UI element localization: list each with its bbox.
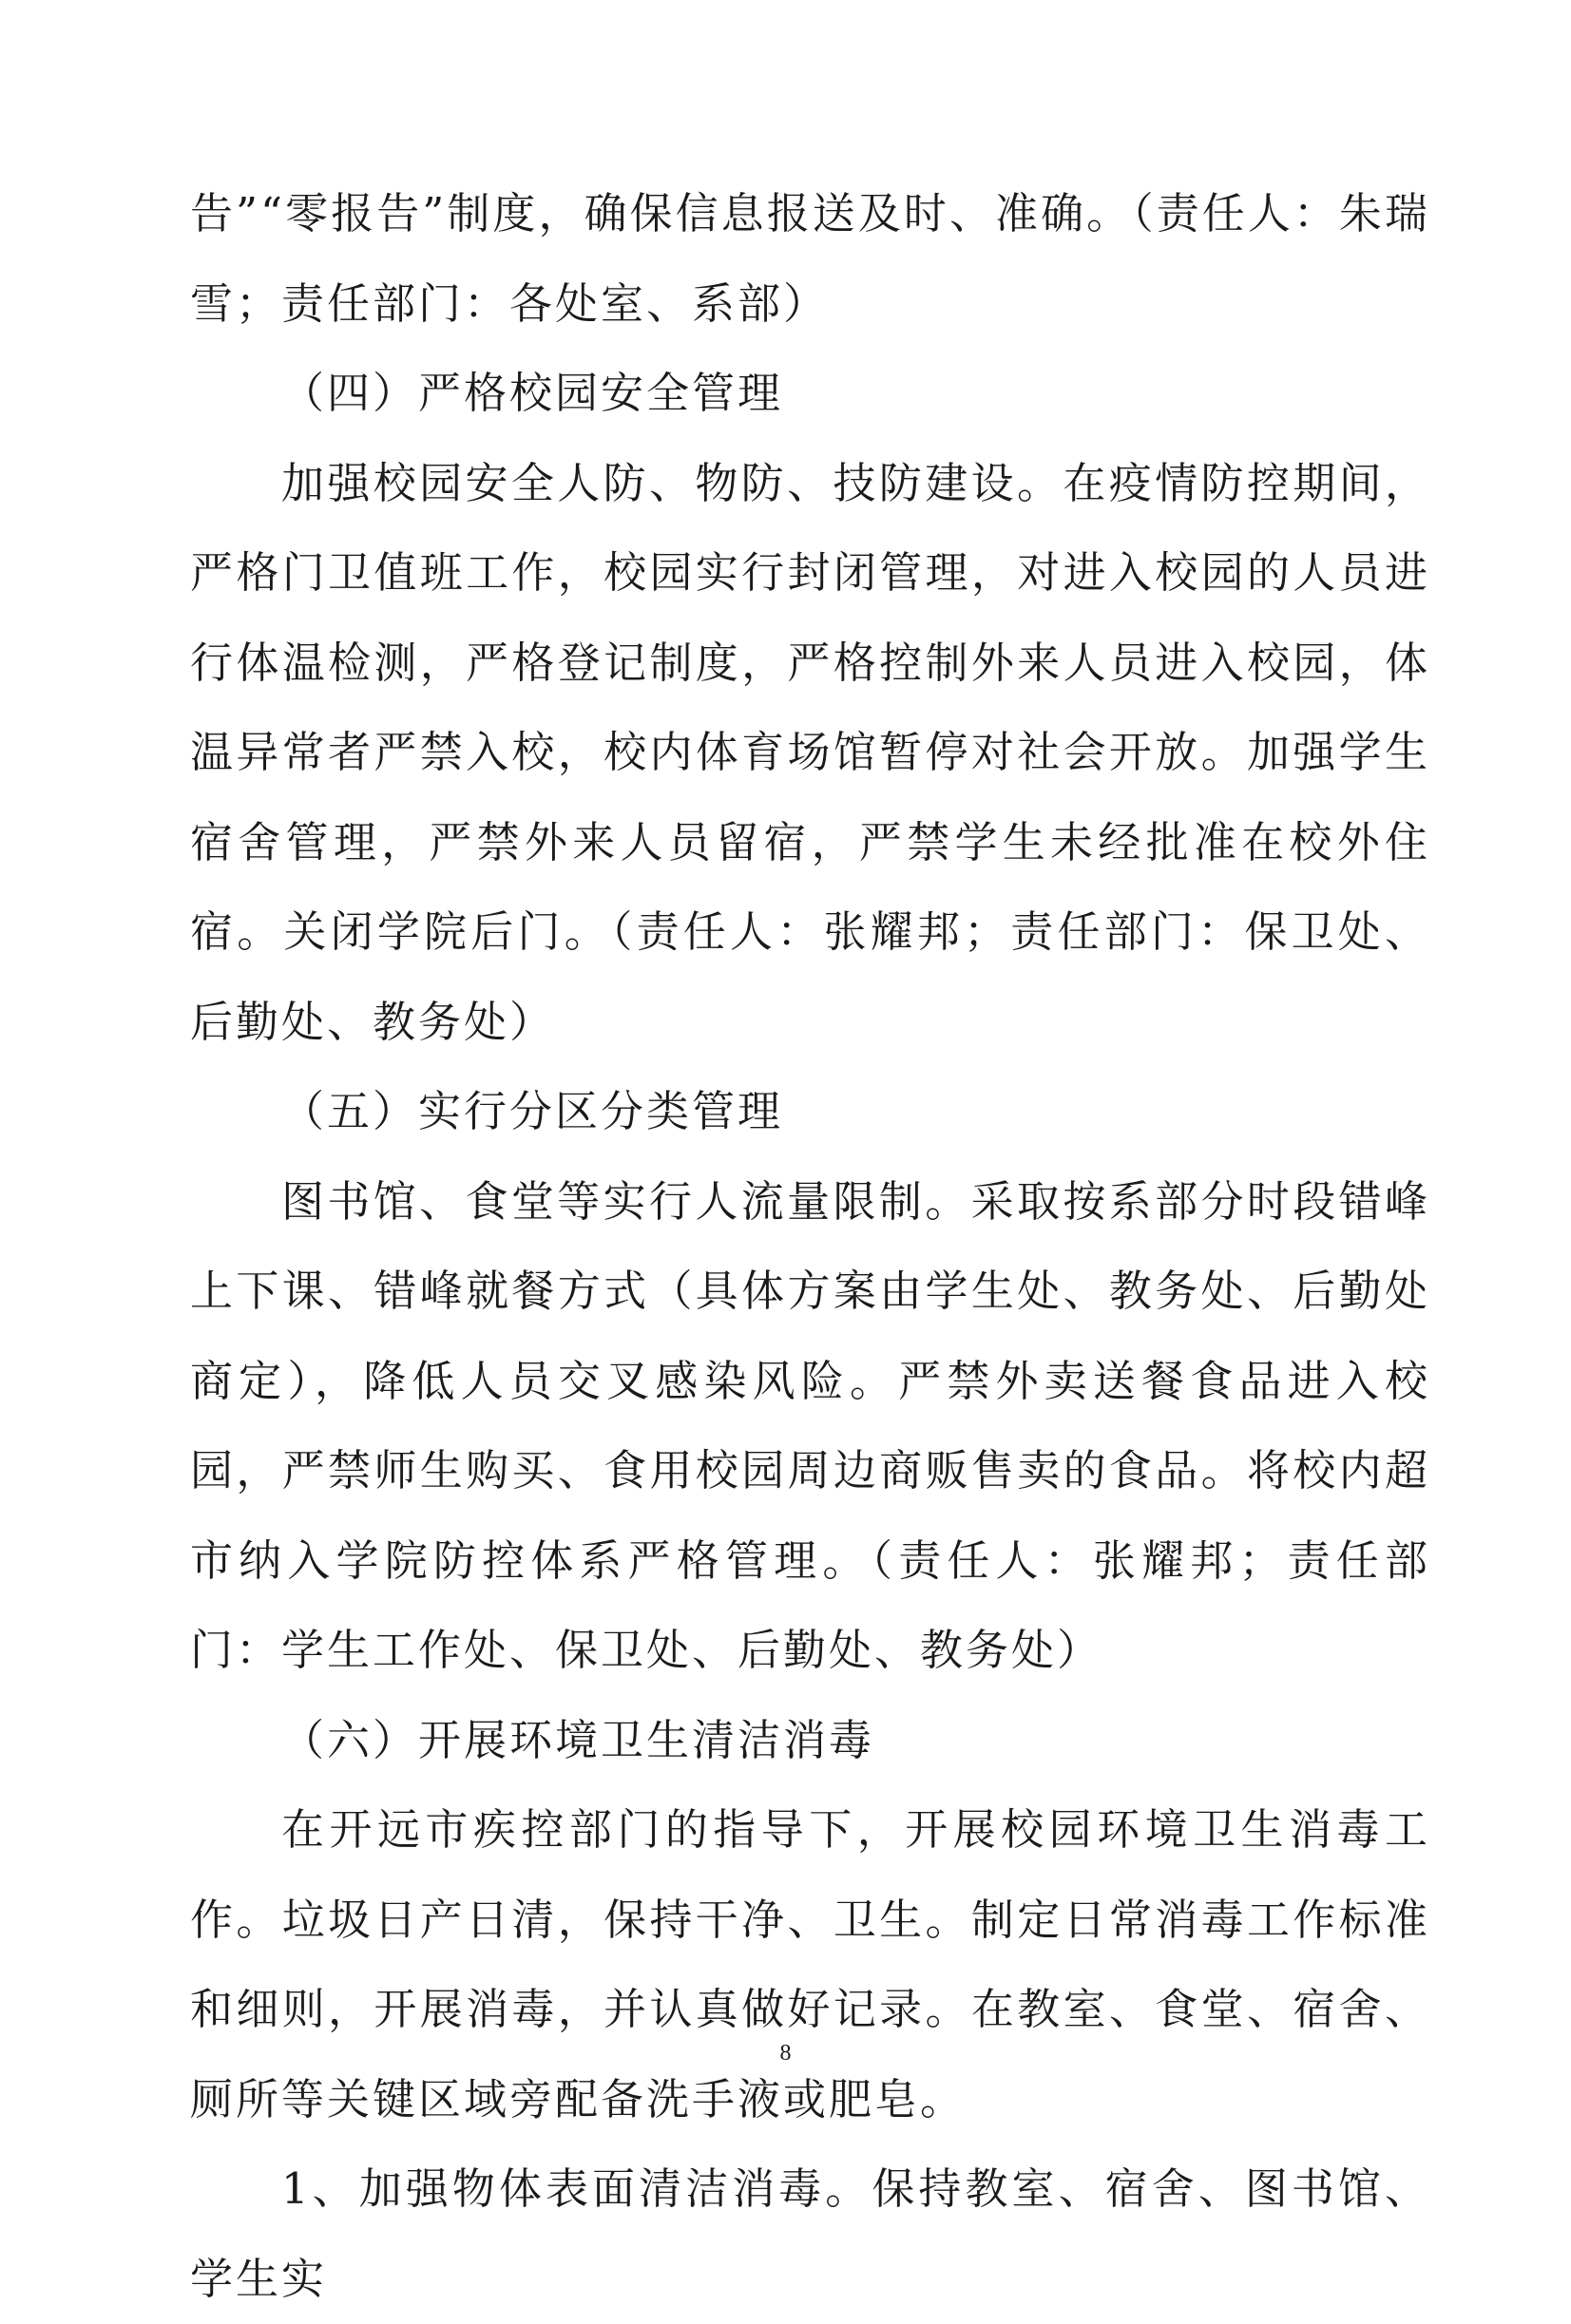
paragraph-zoning-management: 图书馆、食堂等实行人流量限制。采取按系部分时段错峰上下课、错峰就餐方式（具体方案由学生处、教务处、后勤处商定），降低人员交叉感染风险。严禁外卖送餐食品进入校园，严禁师生购买、食用校园周边商贩售卖的食品。将校内超市纳入学院防控体系严格管理。（责任人：张耀邦；责任部门：学生工作处、保卫处、后勤处、教务处） — [190, 1175, 1430, 1675]
page-number: 8 — [779, 2041, 792, 2066]
heading-campus-safety: （四）严格校园安全管理 — [281, 368, 784, 418]
heading-zoning-management: （五）实行分区分类管理 — [281, 1086, 784, 1136]
heading-disinfection: （六）开展环境卫生清洁消毒 — [281, 1714, 875, 1765]
document-body — [190, 169, 1430, 2324]
paragraph-campus-safety: 加强校园安全人防、物防、技防建设。在疫情防控期间，严格门卫值班工作，校园实行封闭管理，对进入校园的人员进行体温检测，严格登记制度，严格控制外来人员进入校园，体温异常者严禁入校，校内体育场馆暂停对社会开放。加强学生宿舍管理，严禁外来人员留宿，严禁学生未经批准在校外住宿。关闭学院后门。（责任人：张耀邦；责任部门：保卫处、后勤处、教务处） — [190, 457, 1430, 1047]
paragraph-disinfection: 在开远市疾控部门的指导下，开展校园环境卫生消毒工作。垃圾日产日清，保持干净、卫生。制定日常消毒工作标准和细则，开展消毒，并认真做好记录。在教室、食堂、宿舍、厕所等关键区域旁配备洗手液或肥皂。 — [190, 1804, 1430, 2124]
paragraph-surface-cleaning: 1、加强物体表面清洁消毒。保持教室、宿舍、图书馆、学生实 — [190, 2163, 1430, 2304]
paragraph-report-system: 告”“零报告”制度，确保信息报送及时、准确。（责任人：朱瑞雪；责任部门：各处室、系部） — [190, 188, 1430, 329]
